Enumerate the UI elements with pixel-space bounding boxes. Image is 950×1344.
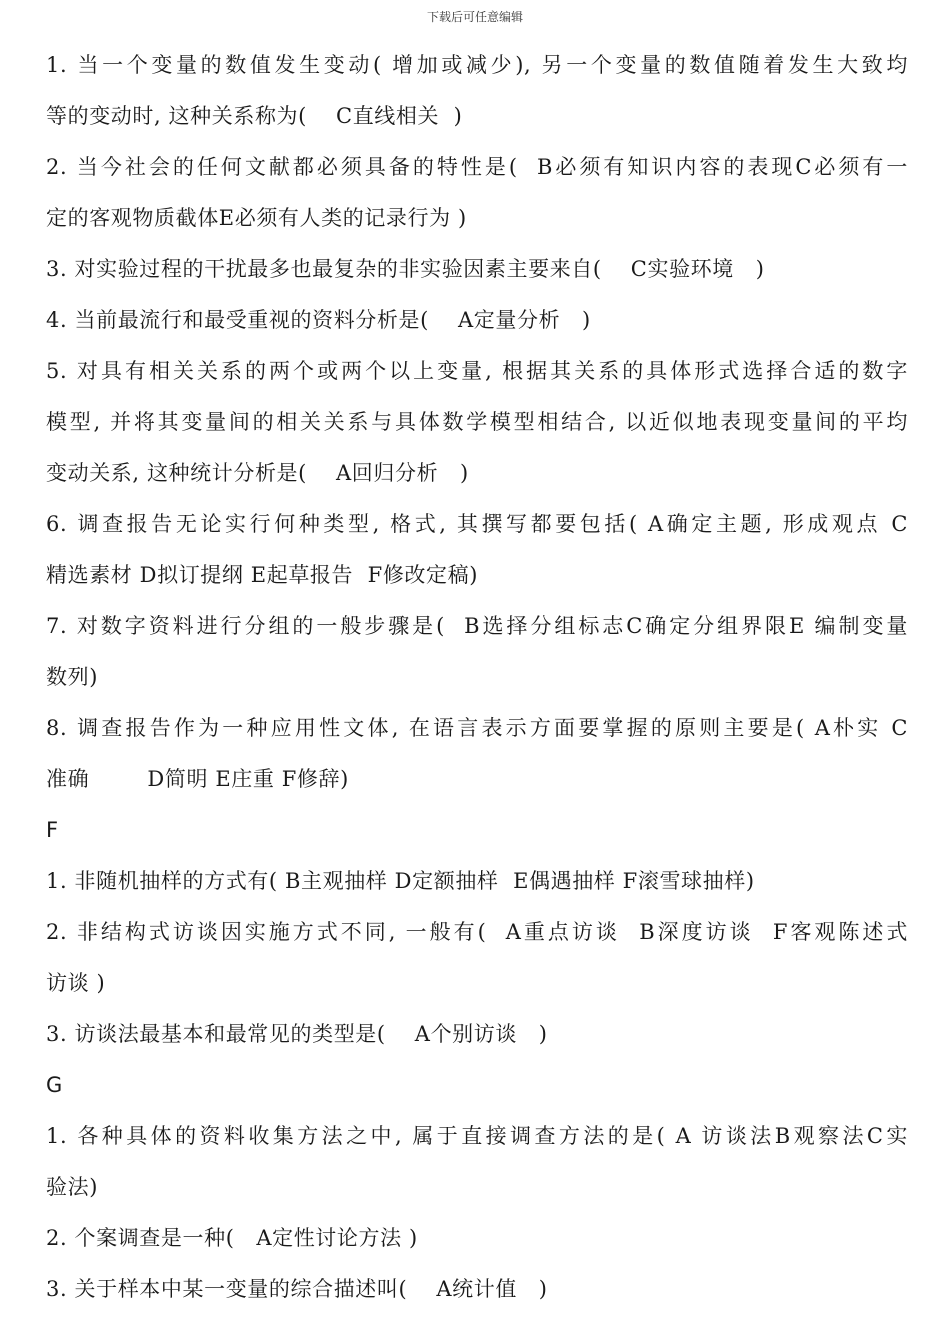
text-line: 2. 非结构式访谈因实施方式不同, 一般有( A重点访谈 B深度访谈 F客观陈述式 (46, 920, 908, 944)
text-line: 1. 非随机抽样的方式有( B主观抽样 D定额抽样 E偶遇抽样 F滚雪球抽样) (46, 869, 755, 893)
text-line: 1. 各种具体的资料收集方法之中, 属于直接调查方法的是( A 访谈法B观察法C实 (46, 1124, 908, 1148)
text-line: 8. 调查报告作为一种应用性文体, 在语言表示方面要掌握的原则主要是( A朴实 C (46, 716, 908, 740)
text-line: 准确 D简明 E庄重 F修辞) (46, 767, 349, 791)
text-line: 6. 调查报告无论实行何种类型, 格式, 其撰写都要包括( A确定主题, 形成观点 C (46, 512, 908, 536)
text-line: 2. 个案调查是一种( A定性讨论方法 ) (46, 1226, 418, 1250)
text-line: 变动关系, 这种统计分析是( A回归分析 ) (46, 461, 469, 485)
text-line: 3. 访谈法最基本和最常见的类型是( A个别访谈 ) (46, 1022, 548, 1046)
text-line: 7. 对数字资料进行分组的一般步骤是( B选择分组标志C确定分组界限E 编制变量 (46, 614, 908, 638)
text-line: 3. 关于样本中某一变量的综合描述叫( A统计值 ) (46, 1277, 548, 1301)
text-line: 精选素材 D拟订提纲 E起草报告 F修改定稿) (46, 563, 479, 587)
text-line: 1. 当一个变量的数值发生变动( 增加或减少), 另一个变量的数值随着发生大致均 (46, 53, 908, 77)
document-body (46, 40, 908, 1315)
page-header: 下载后可任意编辑 (426, 10, 523, 24)
text-line: 等的变动时, 这种关系称为( C直线相关 ) (46, 104, 463, 128)
section-heading: G (46, 1073, 63, 1097)
text-line: 模型, 并将其变量间的相关关系与具体数学模型相结合, 以近似地表现变量间的平均 (46, 410, 908, 434)
text-line: 3. 对实验过程的干扰最多也最复杂的非实验因素主要来自( C实验环境 ) (46, 257, 765, 281)
text-line: 访谈 ) (46, 971, 106, 995)
text-line: 4. 当前最流行和最受重视的资料分析是( A定量分析 ) (46, 308, 591, 332)
section-heading: F (46, 818, 59, 842)
text-line: 数列) (46, 665, 98, 689)
text-line: 5. 对具有相关关系的两个或两个以上变量, 根据其关系的具体形式选择合适的数字 (46, 359, 908, 383)
text-line: 验法) (46, 1175, 98, 1199)
text-line: 定的客观物质截体E必须有人类的记录行为 ) (46, 206, 467, 230)
text-line: 2. 当今社会的任何文献都必须具备的特性是( B必须有知识内容的表现C必须有一 (46, 155, 908, 179)
